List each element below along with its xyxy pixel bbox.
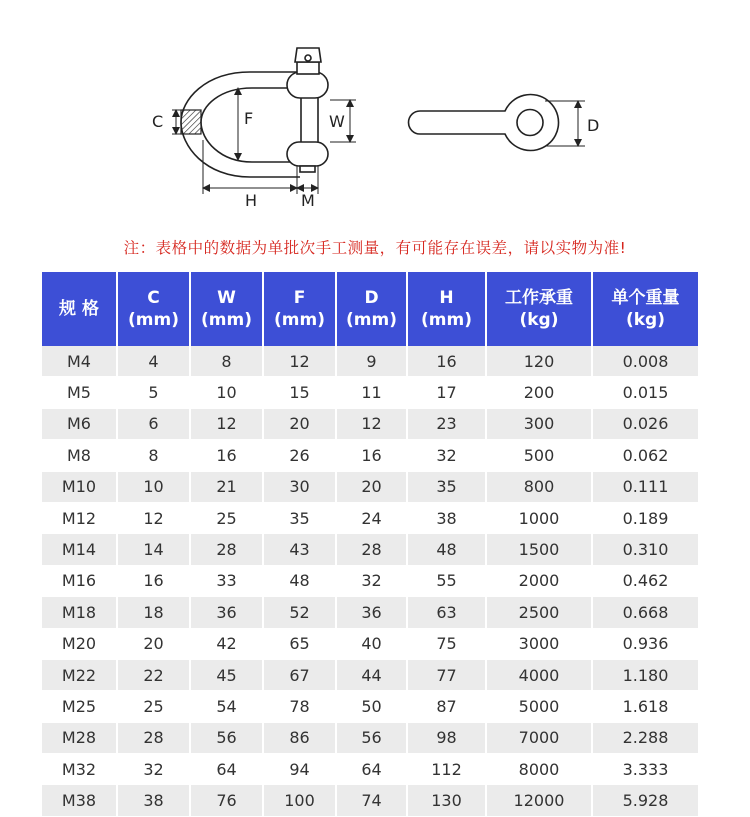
table-cell: 800 (487, 472, 591, 503)
table-row (42, 566, 698, 597)
table-cell: 300 (487, 409, 591, 440)
table-row (42, 534, 698, 565)
table-cell: 28 (191, 534, 262, 565)
table-cell: 9 (337, 346, 406, 377)
column-header-label: C (147, 288, 160, 308)
column-header (408, 272, 485, 346)
column-header-label: F (293, 288, 306, 308)
table-cell: 16 (191, 440, 262, 471)
table-cell: 0.936 (593, 629, 698, 660)
table-cell: 5 (118, 377, 189, 408)
table-cell: 4000 (487, 660, 591, 691)
table-cell: 76 (191, 785, 262, 816)
table-row (42, 409, 698, 440)
table-cell: M28 (42, 723, 116, 754)
table-cell: M32 (42, 754, 116, 785)
table-cell: M14 (42, 534, 116, 565)
table-cell: 0.310 (593, 534, 698, 565)
table-cell: 86 (264, 723, 335, 754)
table-cell: 1.618 (593, 691, 698, 722)
table-row (42, 660, 698, 691)
table-cell: M12 (42, 503, 116, 534)
table-cell: 8000 (487, 754, 591, 785)
table-cell: 11 (337, 377, 406, 408)
column-header-label: W (217, 288, 236, 308)
table-cell: 17 (408, 377, 485, 408)
table-cell: 0.668 (593, 597, 698, 628)
table-cell: 12 (118, 503, 189, 534)
table-cell: 78 (264, 691, 335, 722)
table-cell: 64 (337, 754, 406, 785)
table-cell: 0.462 (593, 566, 698, 597)
table-cell: 20 (264, 409, 335, 440)
table-cell: 26 (264, 440, 335, 471)
table-cell: M25 (42, 691, 116, 722)
table-cell: M18 (42, 597, 116, 628)
table-cell: 54 (191, 691, 262, 722)
table-cell: 3000 (487, 629, 591, 660)
column-header (264, 272, 335, 346)
table-cell: 12 (337, 409, 406, 440)
table-cell: 20 (118, 629, 189, 660)
table-cell: 120 (487, 346, 591, 377)
table-row (42, 472, 698, 503)
table-cell: 64 (191, 754, 262, 785)
label-w: W (329, 112, 345, 131)
table-row (42, 377, 698, 408)
column-header (118, 272, 189, 346)
column-header-unit: (mm) (128, 310, 179, 330)
column-header-unit: (mm) (421, 310, 472, 330)
table-cell: 43 (264, 534, 335, 565)
table-cell: M5 (42, 377, 116, 408)
label-c: C (152, 112, 164, 131)
table-cell: 12 (191, 409, 262, 440)
table-cell: 65 (264, 629, 335, 660)
table-cell: M38 (42, 785, 116, 816)
table-cell: 98 (408, 723, 485, 754)
table-cell: 0.111 (593, 472, 698, 503)
table-cell: M22 (42, 660, 116, 691)
table-cell: 2500 (487, 597, 591, 628)
table-cell: 35 (264, 503, 335, 534)
table-cell: 16 (408, 346, 485, 377)
table-cell: 0.008 (593, 346, 698, 377)
table-cell: 14 (118, 534, 189, 565)
table-row (42, 785, 698, 816)
table-cell: 0.189 (593, 503, 698, 534)
table-row (42, 691, 698, 722)
pin-side-view (409, 95, 559, 151)
table-cell: 20 (337, 472, 406, 503)
table-cell: 4 (118, 346, 189, 377)
measurement-note: 注：表格中的数据为单批次手工测量，有可能存在误差，请以实物为准! (123, 239, 627, 257)
table-cell: 24 (337, 503, 406, 534)
table-cell: 56 (337, 723, 406, 754)
table-cell: 0.062 (593, 440, 698, 471)
table-cell: 25 (118, 691, 189, 722)
table-cell: 1500 (487, 534, 591, 565)
table-cell: 5.928 (593, 785, 698, 816)
shackle-dimension-diagram (0, 0, 750, 225)
table-cell: 63 (408, 597, 485, 628)
table-cell: M4 (42, 346, 116, 377)
table-cell: 21 (191, 472, 262, 503)
table-cell: M8 (42, 440, 116, 471)
table-cell: 0.026 (593, 409, 698, 440)
table-cell: 112 (408, 754, 485, 785)
column-header-label: 工作承重 (505, 288, 573, 308)
table-cell: 55 (408, 566, 485, 597)
table-cell: 1000 (487, 503, 591, 534)
column-header (191, 272, 262, 346)
table-row (42, 597, 698, 628)
column-header-unit: (mm) (201, 310, 252, 330)
column-header (337, 272, 406, 346)
table-cell: 3.333 (593, 754, 698, 785)
table-cell: M20 (42, 629, 116, 660)
table-row (42, 629, 698, 660)
table-cell: 48 (264, 566, 335, 597)
table-cell: 33 (191, 566, 262, 597)
table-cell: 45 (191, 660, 262, 691)
table-cell: 38 (118, 785, 189, 816)
table-cell: 7000 (487, 723, 591, 754)
table-cell: 32 (118, 754, 189, 785)
table-cell: 56 (191, 723, 262, 754)
column-header (487, 272, 591, 346)
table-cell: 74 (337, 785, 406, 816)
label-f: F (244, 109, 254, 128)
table-cell: 77 (408, 660, 485, 691)
table-cell: 25 (191, 503, 262, 534)
table-header-row (42, 272, 698, 346)
table-cell: 22 (118, 660, 189, 691)
label-m: M (301, 191, 315, 210)
table-cell: 32 (337, 566, 406, 597)
table-cell: 94 (264, 754, 335, 785)
column-header-unit: (mm) (274, 310, 325, 330)
table-cell: 10 (191, 377, 262, 408)
table-cell: 75 (408, 629, 485, 660)
dimension-lines (172, 88, 356, 194)
table-cell: 23 (408, 409, 485, 440)
table-cell: 1.180 (593, 660, 698, 691)
table-cell: 16 (337, 440, 406, 471)
table-row (42, 723, 698, 754)
table-cell: 52 (264, 597, 335, 628)
column-header-label: H (439, 288, 454, 308)
table-cell: 15 (264, 377, 335, 408)
table-cell: 10 (118, 472, 189, 503)
table-cell: 32 (408, 440, 485, 471)
column-header-unit: (mm) (346, 310, 397, 330)
label-d: D (587, 116, 600, 135)
table-cell: 44 (337, 660, 406, 691)
column-header (593, 272, 698, 346)
table-row (42, 346, 698, 377)
column-header (42, 272, 116, 346)
column-header-label: D (364, 288, 379, 308)
table-row (42, 754, 698, 785)
table-cell: 28 (118, 723, 189, 754)
table-cell: 2000 (487, 566, 591, 597)
table-body (42, 346, 698, 817)
table-cell: 500 (487, 440, 591, 471)
table-cell: 48 (408, 534, 485, 565)
table-cell: 12 (264, 346, 335, 377)
table-cell: 67 (264, 660, 335, 691)
table-cell: 35 (408, 472, 485, 503)
table-cell: 5000 (487, 691, 591, 722)
table-cell: 28 (337, 534, 406, 565)
table-cell: 38 (408, 503, 485, 534)
table-cell: 50 (337, 691, 406, 722)
table-cell: M16 (42, 566, 116, 597)
table-cell: 0.015 (593, 377, 698, 408)
label-h: H (245, 191, 258, 210)
table-cell: 12000 (487, 785, 591, 816)
table-cell: 36 (337, 597, 406, 628)
table-cell: 30 (264, 472, 335, 503)
table-cell: 130 (408, 785, 485, 816)
column-header-label: 单个重量 (611, 288, 680, 308)
table-cell: 18 (118, 597, 189, 628)
table-cell: 2.288 (593, 723, 698, 754)
table-cell: 200 (487, 377, 591, 408)
table-cell: 6 (118, 409, 189, 440)
column-header-unit: (kg) (519, 310, 559, 330)
table-cell: 8 (118, 440, 189, 471)
table-cell: 16 (118, 566, 189, 597)
table-row (42, 503, 698, 534)
column-header-unit: (kg) (625, 310, 665, 330)
table-cell: 100 (264, 785, 335, 816)
column-header-label: 规 格 (59, 299, 99, 319)
table-cell: M10 (42, 472, 116, 503)
table-cell: 42 (191, 629, 262, 660)
table-cell: 40 (337, 629, 406, 660)
table-cell: 87 (408, 691, 485, 722)
table-cell: M6 (42, 409, 116, 440)
spec-table (40, 272, 700, 817)
table-cell: 8 (191, 346, 262, 377)
table-row (42, 440, 698, 471)
table-cell: 36 (191, 597, 262, 628)
